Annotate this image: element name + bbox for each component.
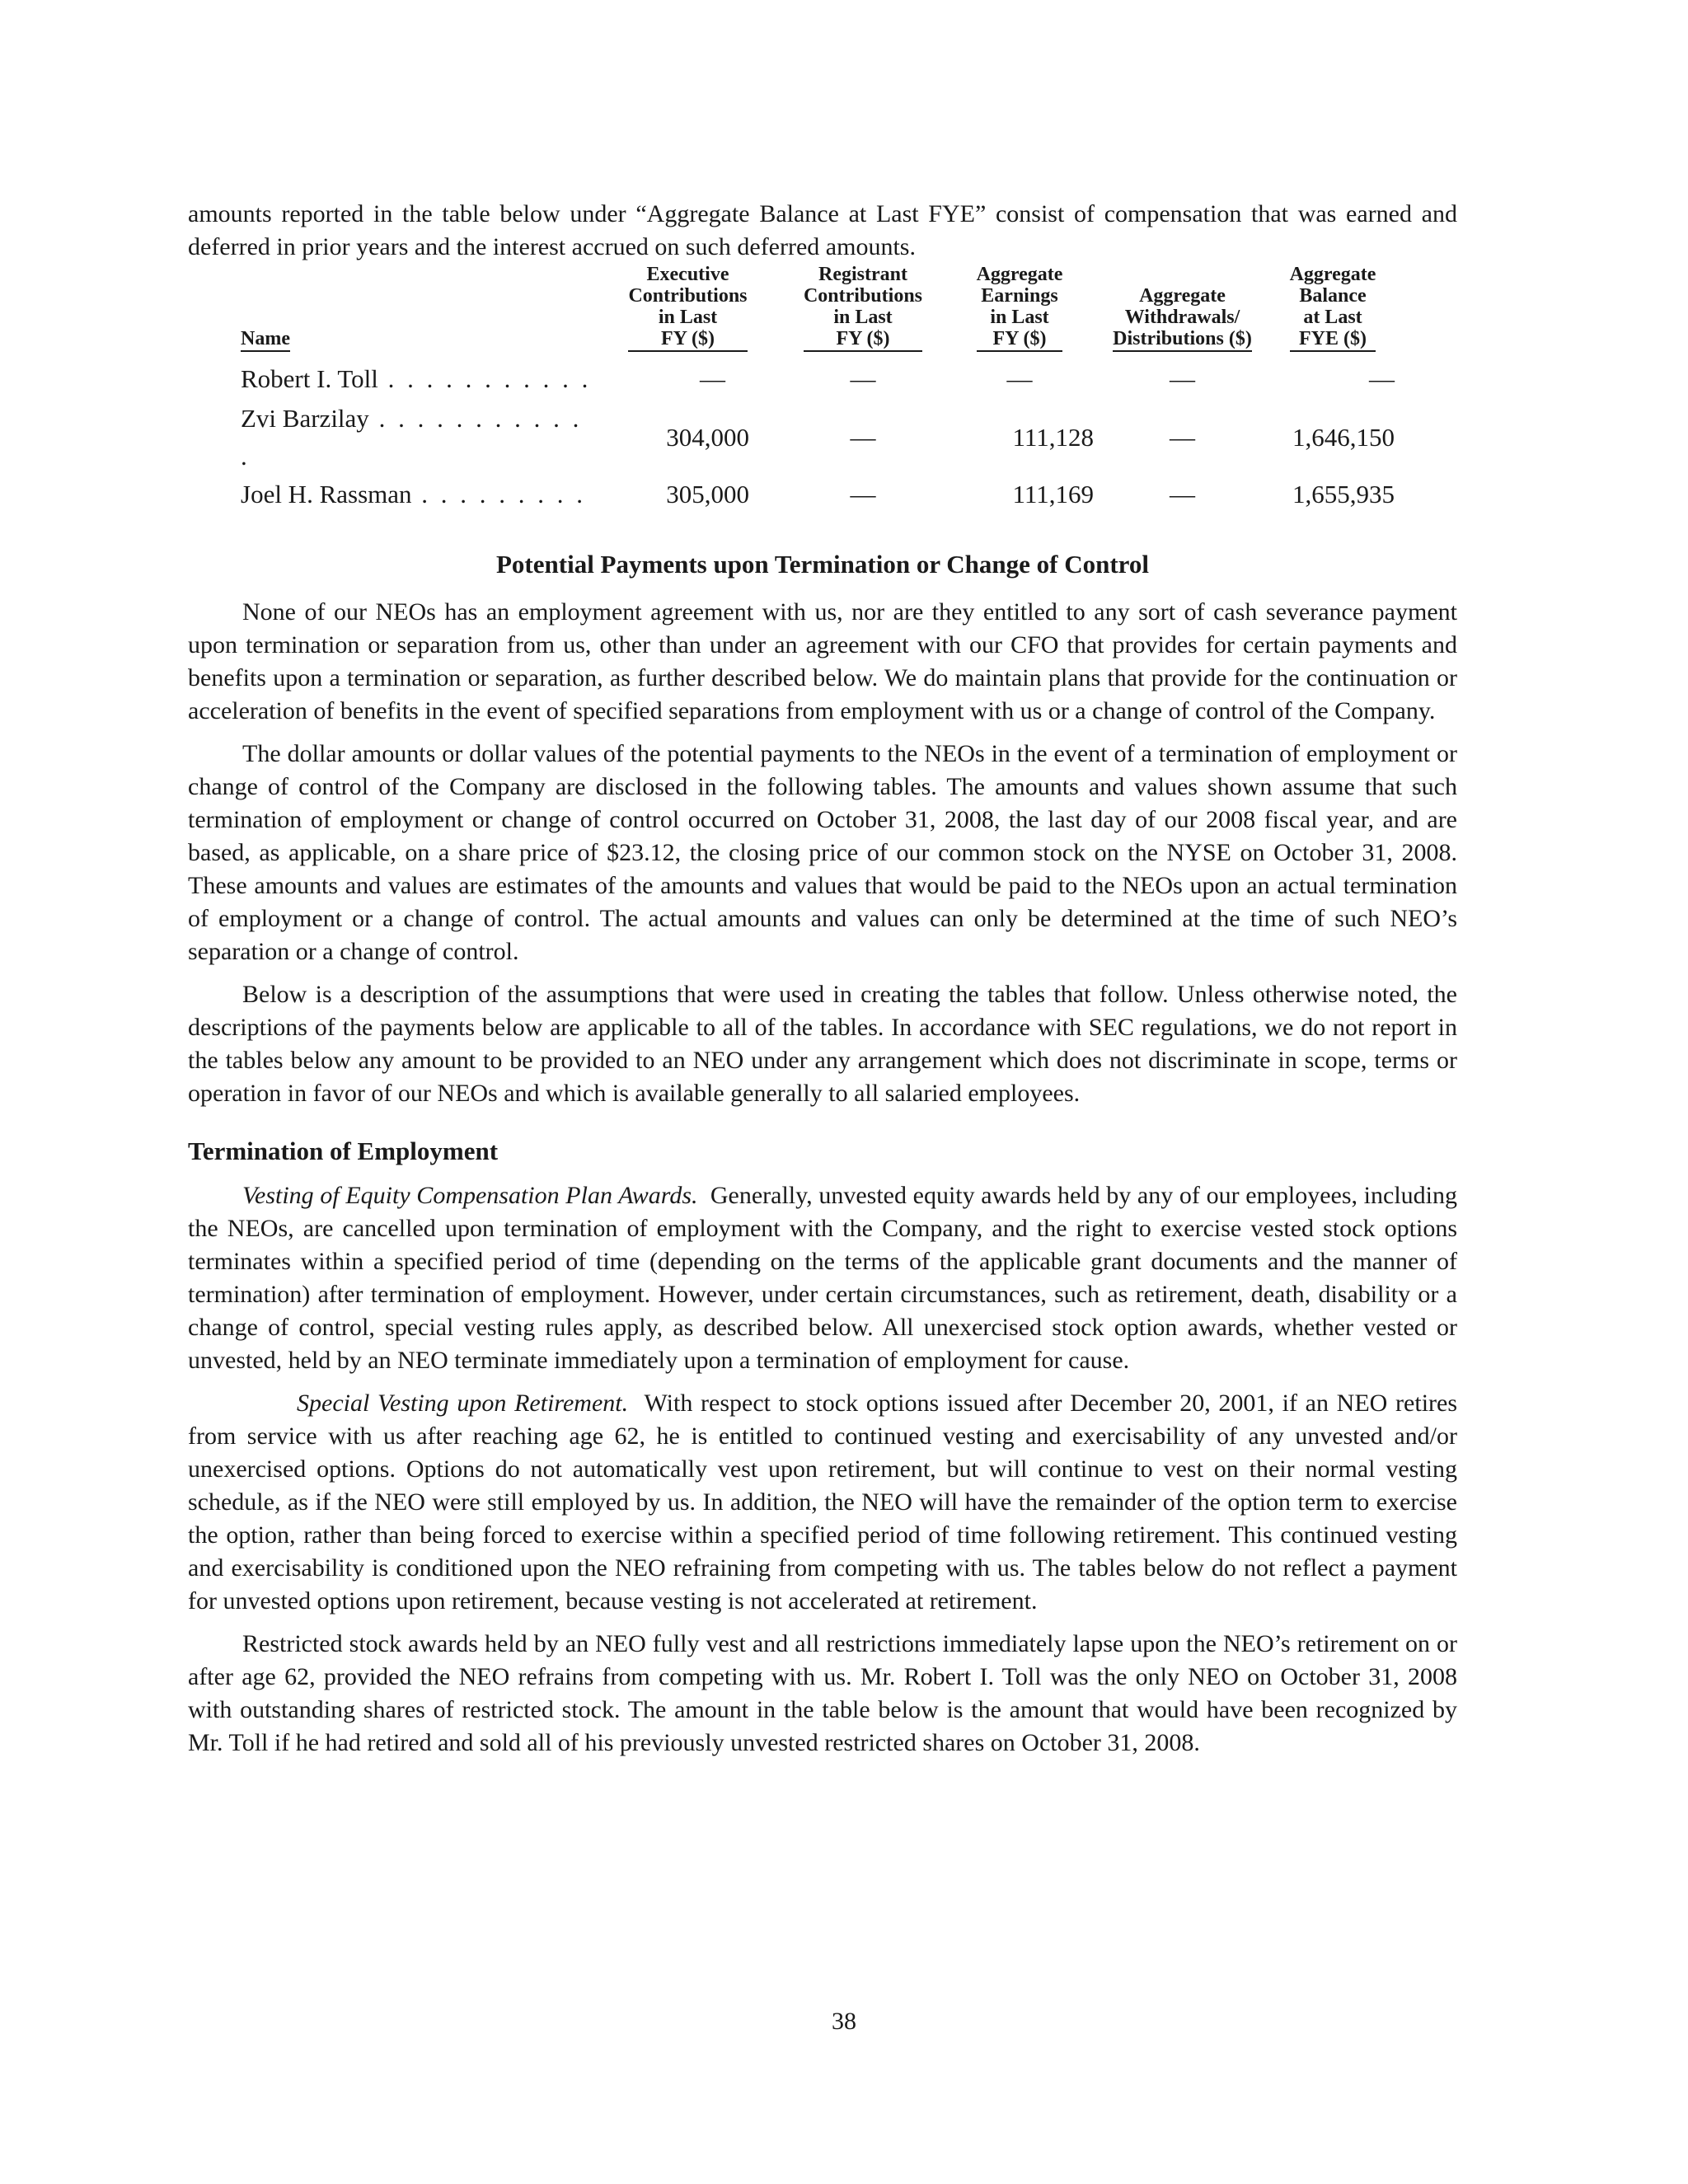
retirement-title: Special Vesting upon Retirement.	[297, 1390, 629, 1417]
table-row	[241, 476, 1395, 513]
section-title: Potential Payments upon Termination or Change of Control	[496, 550, 1149, 579]
row-name: Zvi Barzilay . . . . . . . . . . . .	[241, 404, 583, 471]
cell-balance: 1,646,150	[1292, 423, 1395, 452]
vesting-text: Generally, unvested equity awards held by any of our employees, including the NEOs, are cancelled upon termination of employment with the Company, and the right to exercise vested stock options terminates within a specified period of time (depending on the terms of the applicable grant documents and the manner of termination) after termination of employment. However, under certain circumstances, such as retirement, death, disability or a change of control, special vesting rules apply, as described below. All unexercised stock option awards, whether vested or unvested, held by an NEO terminate immediately upon a termination of employment for cause.	[188, 1182, 1457, 1374]
row-name: Joel H. Rassman . . . . . . . . .	[241, 480, 587, 509]
header-executive-contributions: Executive Contributions in Last FY ($)	[595, 264, 781, 359]
paragraph-assumptions: Below is a description of the assumptions that were used in creating the tables that follow. Unless otherwise noted, the descriptions of the payments below are applicable to all of the tables. In accordance with SEC regulations, we do not report in the tables below any amount to be provided to an NEO under any arrangement which does not discriminate in scope, terms or operation in favor of our NEOs and which is available generally to all salaried employees.	[188, 981, 1457, 1107]
table-row	[241, 400, 1395, 476]
cell-balance: 1,655,935	[1292, 480, 1395, 509]
paragraph-restricted-stock: Restricted stock awards held by an NEO fully vest and all restrictions immediately lapse upon the NEO’s retirement on or after age 62, provided the NEO refrains from competing with us. Mr. Robert I. Toll was the only NEO on October 31, 2008 with outstanding shares of restricted stock. The amount in the table below is the amount that would have been recognized by Mr. Toll if he had retired and sold all of his previously unvested restricted shares on October 31, 2008.	[188, 1630, 1457, 1756]
cell-registrant: —	[850, 364, 876, 393]
cell-registrant: —	[850, 480, 876, 509]
cell-withdrawals: —	[1170, 423, 1195, 452]
cell-registrant: —	[850, 423, 876, 452]
cell-earnings: 111,128	[1012, 423, 1094, 452]
table-header-row	[241, 264, 1395, 359]
intro-paragraph: amounts reported in the table below under “Aggregate Balance at Last FYE” consist of compensation that was earned and deferred in prior years and the interest accrued on such deferred amounts.	[188, 200, 1457, 260]
cell-withdrawals: —	[1170, 480, 1195, 509]
page-number: 38	[832, 2008, 856, 2035]
paragraph-vesting	[188, 1179, 1457, 1377]
header-name: Name	[241, 264, 595, 359]
document-page	[188, 198, 1457, 1760]
paragraph-retirement	[188, 1387, 1457, 1618]
header-registrant-contributions: Registrant Contributions in Last FY ($)	[781, 264, 945, 359]
cell-executive: —	[700, 364, 725, 393]
subsection-title: Termination of Employment	[188, 1137, 499, 1165]
header-aggregate-withdrawals: Aggregate Withdrawals/ Distributions ($)	[1094, 264, 1271, 359]
paragraph-dollar-amounts: The dollar amounts or dollar values of the potential payments to the NEOs in the event of a termination of employment or change of control of the Company are disclosed in the following tables. The amounts and values shown assume that such termination of employment or change of control occurred on October 31, 2008, the last day of our 2008 fiscal year, and are based, as applicable, on a share price of $23.12, the closing price of our common stock on the NYSE on October 31, 2008. These amounts and values are estimates of the amounts and values that would be paid to the NEOs upon an actual termination of employment or a change of control. The actual amounts and values can only be determined at the time of such NEO’s separation or a change of control.	[188, 740, 1457, 965]
cell-executive: 304,000	[666, 423, 749, 452]
cell-earnings: 111,169	[1012, 480, 1094, 509]
cell-earnings: —	[1006, 364, 1033, 393]
deferred-compensation-table	[241, 264, 1395, 513]
retirement-text: With respect to stock options issued after December 20, 2001, if an NEO retires from service with us after reaching age 62, he is entitled to continued vesting and exercisability of any unvested and/or unexercised options. Options do not automatically vest upon retirement, but will continue to vest on their normal vesting schedule, as if the NEO were still employed by us. In addition, the NEO will have the remainder of the option term to exercise the option, rather than being forced to exercise within a specified period of time following retirement. This continued vesting and exercisability is conditioned upon the NEO refraining from competing with us. The tables below do not reflect a payment for unvested options upon retirement, because vesting is not accelerated at retirement.	[188, 1390, 1458, 1615]
cell-withdrawals: —	[1170, 364, 1195, 393]
paragraph-no-employment-agreement: None of our NEOs has an employment agreement with us, nor are they entitled to any sort of cash severance payment upon termination or separation from us, other than under an agreement with our CFO that provides for certain payments and benefits upon a termination or separation, as further described below. We do maintain plans that provide for the continuation or acceleration of benefits in the event of specified separations from employment with us or a change of control of the Company.	[188, 598, 1457, 724]
header-aggregate-balance: Aggregate Balance at Last FYE ($)	[1271, 264, 1395, 359]
table-row	[241, 359, 1395, 400]
cell-executive: 305,000	[666, 480, 749, 509]
header-aggregate-earnings: Aggregate Earnings in Last FY ($)	[945, 264, 1094, 359]
vesting-title: Vesting of Equity Compensation Plan Awards.	[242, 1182, 698, 1209]
cell-balance: —	[1369, 364, 1395, 393]
row-name: Robert I. Toll . . . . . . . . . . .	[241, 364, 592, 393]
